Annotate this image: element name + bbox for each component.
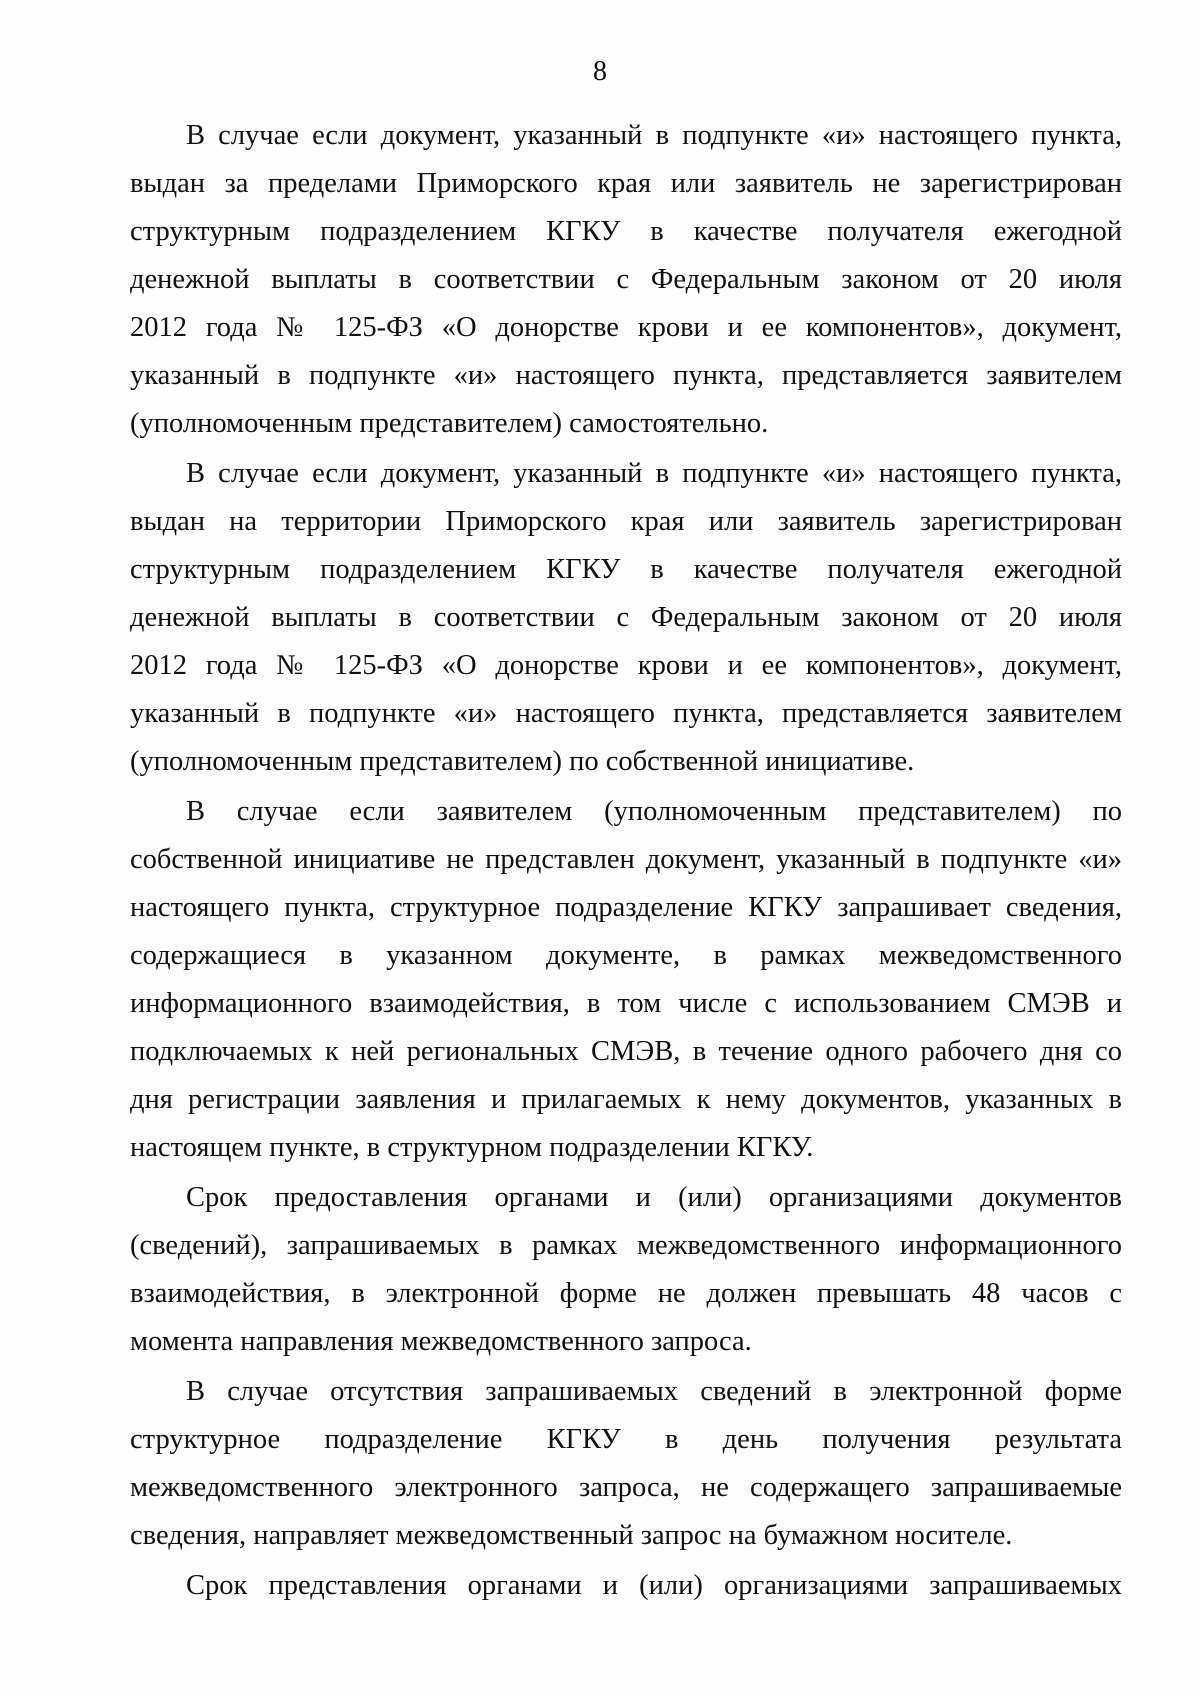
paragraph xyxy=(130,1368,1122,1560)
paragraph-line: структурным подразделением КГКУ в качестве получателя ежегодной xyxy=(130,554,1122,585)
paragraph-line: В случае если заявителем (уполномоченным представителем) по xyxy=(186,796,1122,827)
paragraph-line: В случае отсутствия запрашиваемых сведений в электронной форме xyxy=(186,1376,1122,1407)
paragraph-line: выдан на территории Приморского края или заявитель зарегистрирован xyxy=(130,506,1122,537)
paragraph-line: собственной инициативе не представлен документ, указанный в подпункте «и» xyxy=(130,844,1122,875)
paragraph xyxy=(130,1174,1122,1366)
paragraph-line: структурным подразделением КГКУ в качестве получателя ежегодной xyxy=(130,216,1122,247)
paragraph-line: указанный в подпункте «и» настоящего пункта, представляется заявителем xyxy=(130,360,1122,391)
paragraph-line: дня регистрации заявления и прилагаемых к нему документов, указанных в xyxy=(130,1084,1122,1115)
paragraph-line: Срок предоставления органами и (или) организациями документов xyxy=(186,1182,1122,1213)
paragraph-line: взаимодействия, в электронной форме не должен превышать 48 часов с xyxy=(130,1278,1122,1309)
paragraph-line: (уполномоченным представителем) по собственной инициативе. xyxy=(130,746,915,777)
paragraph-line: денежной выплаты в соответствии с Федеральным законом от 20 июля xyxy=(130,264,1122,295)
paragraph-line: указанный в подпункте «и» настоящего пункта, представляется заявителем xyxy=(130,698,1122,729)
paragraph-line: информационного взаимодействия, в том числе с использованием СМЭВ и xyxy=(130,988,1122,1019)
paragraph-line: 2012 года № 125-ФЗ «О донорстве крови и ее компонентов», документ, xyxy=(130,312,1122,343)
paragraph xyxy=(130,1562,1122,1610)
paragraph-line: настоящего пункта, структурное подразделение КГКУ запрашивает сведения, xyxy=(130,892,1122,923)
paragraph xyxy=(130,788,1122,1172)
paragraph-line: межведомственного электронного запроса, не содержащего запрашиваемые xyxy=(130,1472,1122,1503)
paragraph-line: денежной выплаты в соответствии с Федеральным законом от 20 июля xyxy=(130,602,1122,633)
paragraph-line: В случае если документ, указанный в подпункте «и» настоящего пункта, xyxy=(186,458,1122,489)
page-number: 8 xyxy=(593,56,607,87)
paragraph-line: настоящем пункте, в структурном подразделении КГКУ. xyxy=(130,1132,814,1163)
paragraph-line: 2012 года № 125-ФЗ «О донорстве крови и ее компонентов», документ, xyxy=(130,650,1122,681)
paragraph-line: подключаемых к ней региональных СМЭВ, в течение одного рабочего дня со xyxy=(130,1036,1122,1067)
paragraph-line: содержащиеся в указанном документе, в рамках межведомственного xyxy=(130,940,1122,971)
paragraph xyxy=(130,450,1122,786)
paragraph-line: момента направления межведомственного запроса. xyxy=(130,1326,752,1357)
paragraph-line: структурное подразделение КГКУ в день получения результата xyxy=(130,1424,1122,1455)
paragraph-line: Срок представления органами и (или) организациями запрашиваемых xyxy=(186,1570,1122,1601)
paragraph-line: сведения, направляет межведомственный запрос на бумажном носителе. xyxy=(130,1520,1013,1551)
paragraph-line: В случае если документ, указанный в подпункте «и» настоящего пункта, xyxy=(186,120,1122,151)
paragraph-line: (сведений), запрашиваемых в рамках межведомственного информационного xyxy=(130,1230,1122,1261)
paragraph-line: (уполномоченным представителем) самостоятельно. xyxy=(130,408,769,439)
paragraph xyxy=(130,112,1122,448)
paragraph-line: выдан за пределами Приморского края или заявитель не зарегистрирован xyxy=(130,168,1122,199)
document-body xyxy=(130,112,1122,1610)
